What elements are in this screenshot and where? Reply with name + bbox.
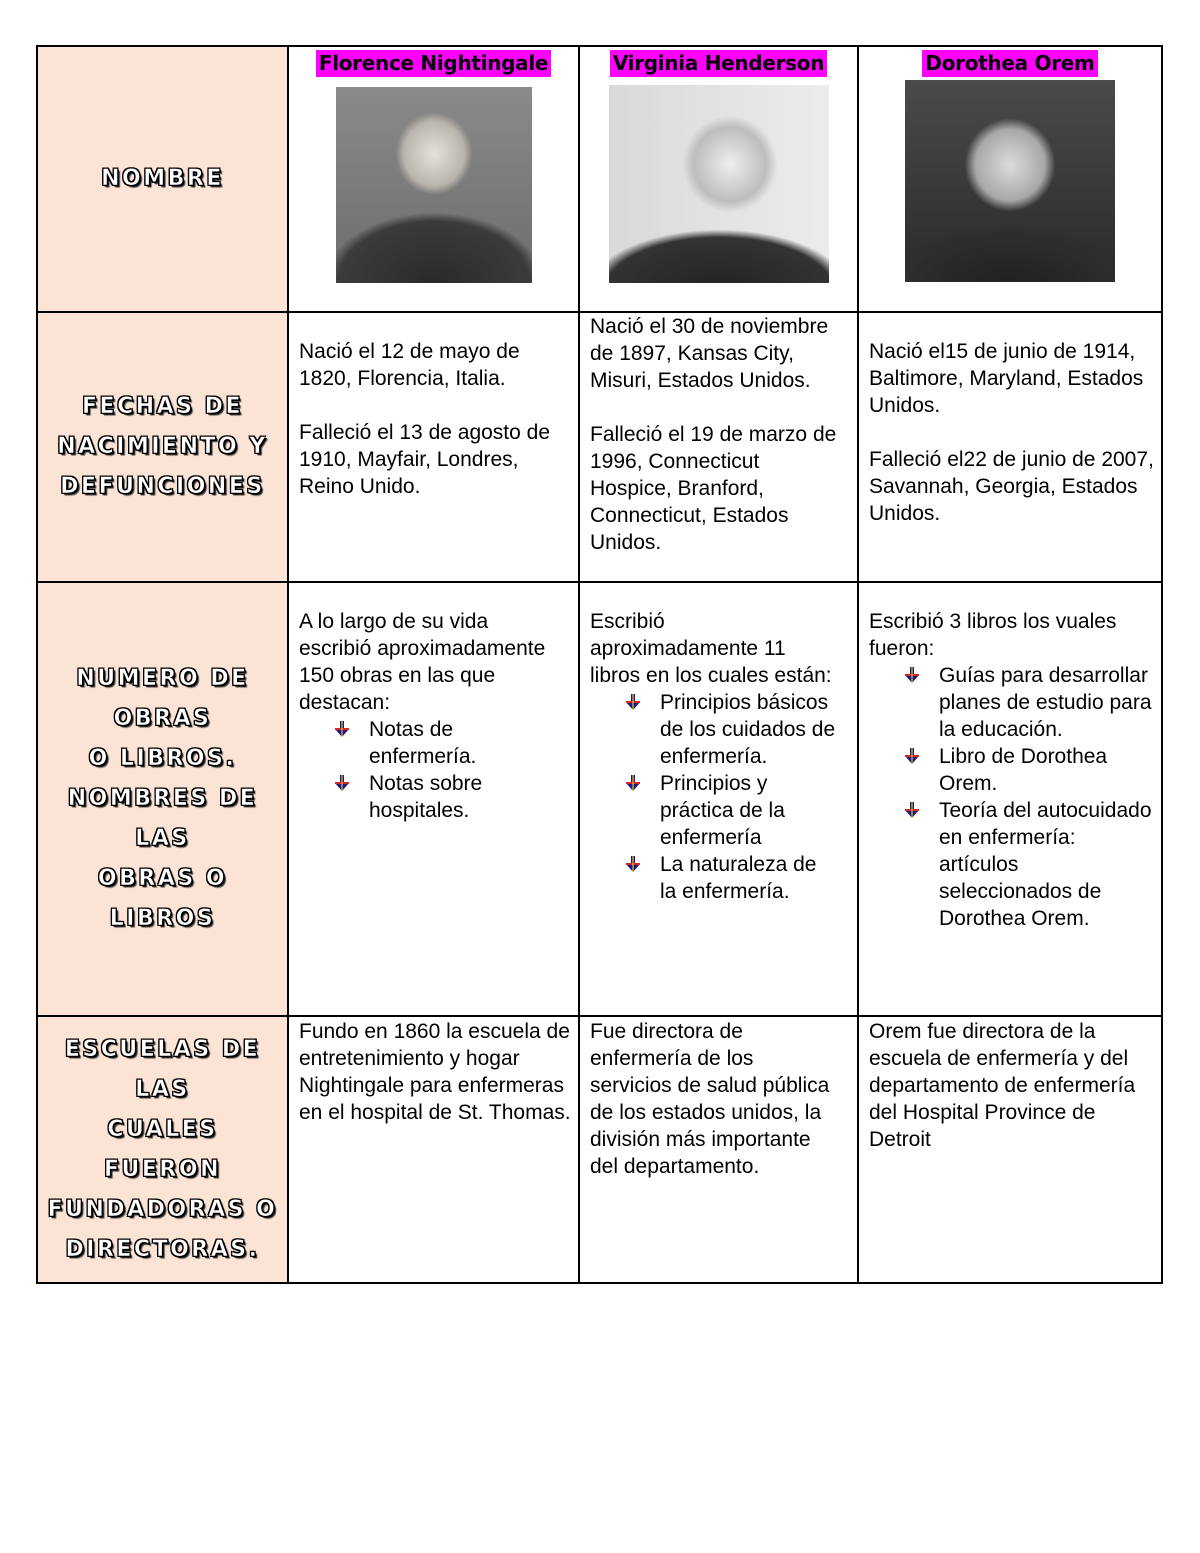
down-arrow-bullet-icon xyxy=(624,855,642,873)
row-header-fechas xyxy=(37,312,288,582)
works-intro: A lo largo de su vida escribió aproximadamente 150 obras en las que destacan: xyxy=(299,610,546,714)
work-title: Guías para desarrollar planes de estudio para la educación. xyxy=(939,664,1152,741)
row-header-line: O LIBROS. xyxy=(88,746,237,771)
works-intro: Escribió aproximadamente 11 libros en los cuales están: xyxy=(590,610,832,687)
work-title: Principios básicos de los cuidados de enfermería. xyxy=(660,691,836,768)
birth-text: Nació el 12 de mayo de 1820, Florencia, Italia. xyxy=(299,340,520,390)
row-header-label xyxy=(38,387,287,507)
comparison-table xyxy=(36,45,1163,1284)
works-cell-nightingale xyxy=(288,582,579,1016)
list-item xyxy=(660,851,837,905)
row-header-line: FECHAS DE xyxy=(82,394,243,419)
school-text: Orem fue directora de la escuela de enfermería y del departamento de enfermería del Hospital Province de Detroit xyxy=(869,1020,1136,1151)
row-header-line: OBRAS O LIBROS xyxy=(97,866,228,931)
row-header-line: ESCUELAS DE LAS xyxy=(64,1036,261,1102)
row-header-escuelas xyxy=(37,1016,288,1283)
works-list xyxy=(299,716,548,824)
works-cell-orem xyxy=(858,582,1162,1016)
down-arrow-bullet-icon xyxy=(624,693,642,711)
row-header-line: FUNDADORAS O xyxy=(47,1196,278,1222)
death-text: Falleció el 13 de agosto de 1910, Mayfair, Londres, Reino Unido. xyxy=(299,421,551,498)
person-name: Dorothea Orem xyxy=(922,50,1097,77)
list-item xyxy=(939,662,1155,743)
name-cell-orem xyxy=(858,46,1162,312)
work-title: La naturaleza de la enfermería. xyxy=(660,853,817,903)
down-arrow-bullet-icon xyxy=(903,801,921,819)
portrait-photo-orem xyxy=(905,80,1115,282)
portrait-photo-henderson xyxy=(609,85,829,283)
row-header-label xyxy=(38,659,287,939)
school-cell-nightingale xyxy=(288,1016,579,1283)
works-list xyxy=(590,689,837,905)
row-header-nombre xyxy=(37,46,288,312)
dates-cell-orem xyxy=(858,312,1162,582)
down-arrow-bullet-icon xyxy=(333,774,351,792)
row-header-line: CUALES FUERON xyxy=(104,1116,221,1182)
work-title: Notas sobre hospitales. xyxy=(369,772,483,822)
work-title: Libro de Dorothea Orem. xyxy=(939,745,1108,795)
down-arrow-bullet-icon xyxy=(903,747,921,765)
list-item xyxy=(939,743,1155,797)
row-escuelas xyxy=(37,1016,1162,1283)
row-header-line: NOMBRES DE LAS xyxy=(67,786,258,851)
down-arrow-bullet-icon xyxy=(903,666,921,684)
person-name: Florence Nightingale xyxy=(316,50,551,77)
person-name: Virginia Henderson xyxy=(610,50,827,77)
list-item xyxy=(660,770,837,851)
list-item xyxy=(369,770,548,824)
row-header-line: DIRECTORAS. xyxy=(65,1236,260,1262)
death-text: Falleció el 19 de marzo de 1996, Connecticut Hospice, Branford, Connecticut, Estados Unidos. xyxy=(590,423,837,554)
school-text: Fundo en 1860 la escuela de entretenimiento y hogar Nightingale para enfermeras en el hospital de St. Thomas. xyxy=(299,1020,571,1124)
row-obras xyxy=(37,582,1162,1016)
works-cell-henderson xyxy=(579,582,858,1016)
name-cell-henderson xyxy=(579,46,858,312)
row-header-label xyxy=(38,1030,287,1270)
work-title: Teoría del autocuidado en enfermería: artículos seleccionados de Dorothea Orem. xyxy=(939,799,1152,930)
row-header-obras xyxy=(37,582,288,1016)
dates-cell-nightingale xyxy=(288,312,579,582)
list-item xyxy=(939,797,1155,932)
work-title: Notas de enfermería. xyxy=(369,718,477,768)
school-text: Fue directora de enfermería de los servicios de salud pública de los estados unidos, la división más importante del departamento. xyxy=(590,1020,830,1178)
death-text: Falleció el22 de junio de 2007, Savannah, Georgia, Estados Unidos. xyxy=(869,448,1154,525)
portrait-photo-nightingale xyxy=(336,87,532,283)
row-header-line: NACIMIENTO Y xyxy=(57,434,268,459)
row-header-line: NUMERO DE OBRAS xyxy=(76,666,249,731)
name-cell-nightingale xyxy=(288,46,579,312)
down-arrow-bullet-icon xyxy=(624,774,642,792)
works-intro: Escribió 3 libros los vuales fueron: xyxy=(869,610,1117,660)
works-list xyxy=(869,662,1155,932)
row-fechas xyxy=(37,312,1162,582)
down-arrow-bullet-icon xyxy=(333,720,351,738)
school-cell-orem xyxy=(858,1016,1162,1283)
school-cell-henderson xyxy=(579,1016,858,1283)
birth-text: Nació el 30 de noviembre de 1897, Kansas City, Misuri, Estados Unidos. xyxy=(590,315,829,392)
dates-cell-henderson xyxy=(579,312,858,582)
list-item xyxy=(660,689,837,770)
work-title: Principios y práctica de la enfermería xyxy=(660,772,785,849)
birth-text: Nació el15 de junio de 1914, Baltimore, Maryland, Estados Unidos. xyxy=(869,340,1144,417)
row-header-line: DEFUNCIONES xyxy=(60,474,265,499)
row-nombre xyxy=(37,46,1162,312)
list-item xyxy=(369,716,548,770)
row-header-label: NOMBRE xyxy=(101,166,224,191)
